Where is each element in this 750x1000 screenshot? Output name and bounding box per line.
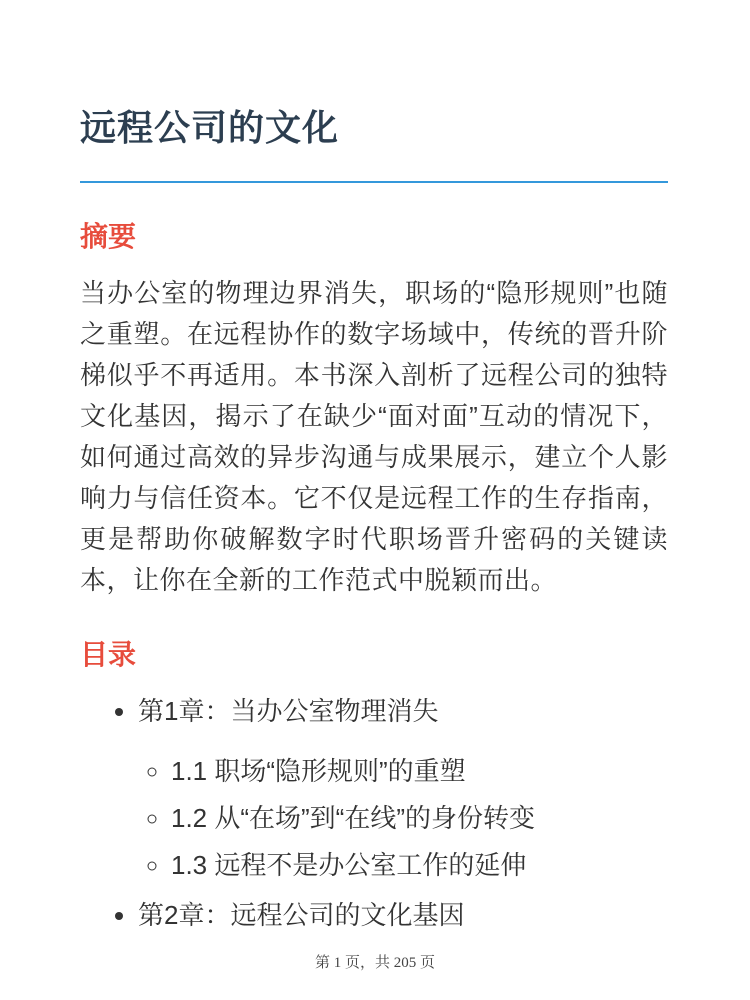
- toc-subsection-label: 1.3 远程不是办公室工作的延伸: [171, 850, 527, 881]
- toc-list: [80, 693, 668, 933]
- page-title: 远程公司的文化: [80, 107, 340, 148]
- abstract-heading: 摘要: [80, 221, 137, 253]
- toc-chapter-label: 第2章：远程公司的文化基因: [138, 900, 465, 931]
- toc-chapter-item: [138, 897, 668, 933]
- toc-subsection-item: [171, 753, 668, 789]
- toc-chapter-label: 第1章：当办公室物理消失: [138, 696, 439, 727]
- toc-subsection-list: [138, 753, 668, 883]
- toc-subsection-label: 1.2 从“在场”到“在线”的身份转变: [171, 803, 536, 834]
- page-number-footer: 第 1 页，共 205 页: [314, 955, 435, 971]
- abstract-section: [80, 220, 668, 601]
- toc-subsection-label: 1.1 职场“隐形规则”的重塑: [171, 756, 466, 787]
- toc-subsection-item: [171, 800, 668, 836]
- title-divider: [80, 181, 668, 183]
- toc-heading: 目录: [80, 638, 137, 670]
- abstract-body: 当办公室的物理边界消失，职场的“隐形规则”也随之重塑。在远程协作的数字场域中，传统的晋升阶梯似乎不再适用。本书深入剖析了远程公司的独特文化基因，揭示了在缺少“面对面”互动的情况下，如何通过高效的异步沟通与成果展示，建立个人影响力与信任资本。它不仅是远程工作的生存指南，更是帮助你破解数字时代职场晋升密码的关键读本，让你在全新的工作范式中脱颖而出。: [80, 277, 668, 595]
- toc-section: [80, 638, 668, 934]
- toc-chapter-item: [138, 693, 668, 883]
- toc-subsection-item: [171, 847, 668, 883]
